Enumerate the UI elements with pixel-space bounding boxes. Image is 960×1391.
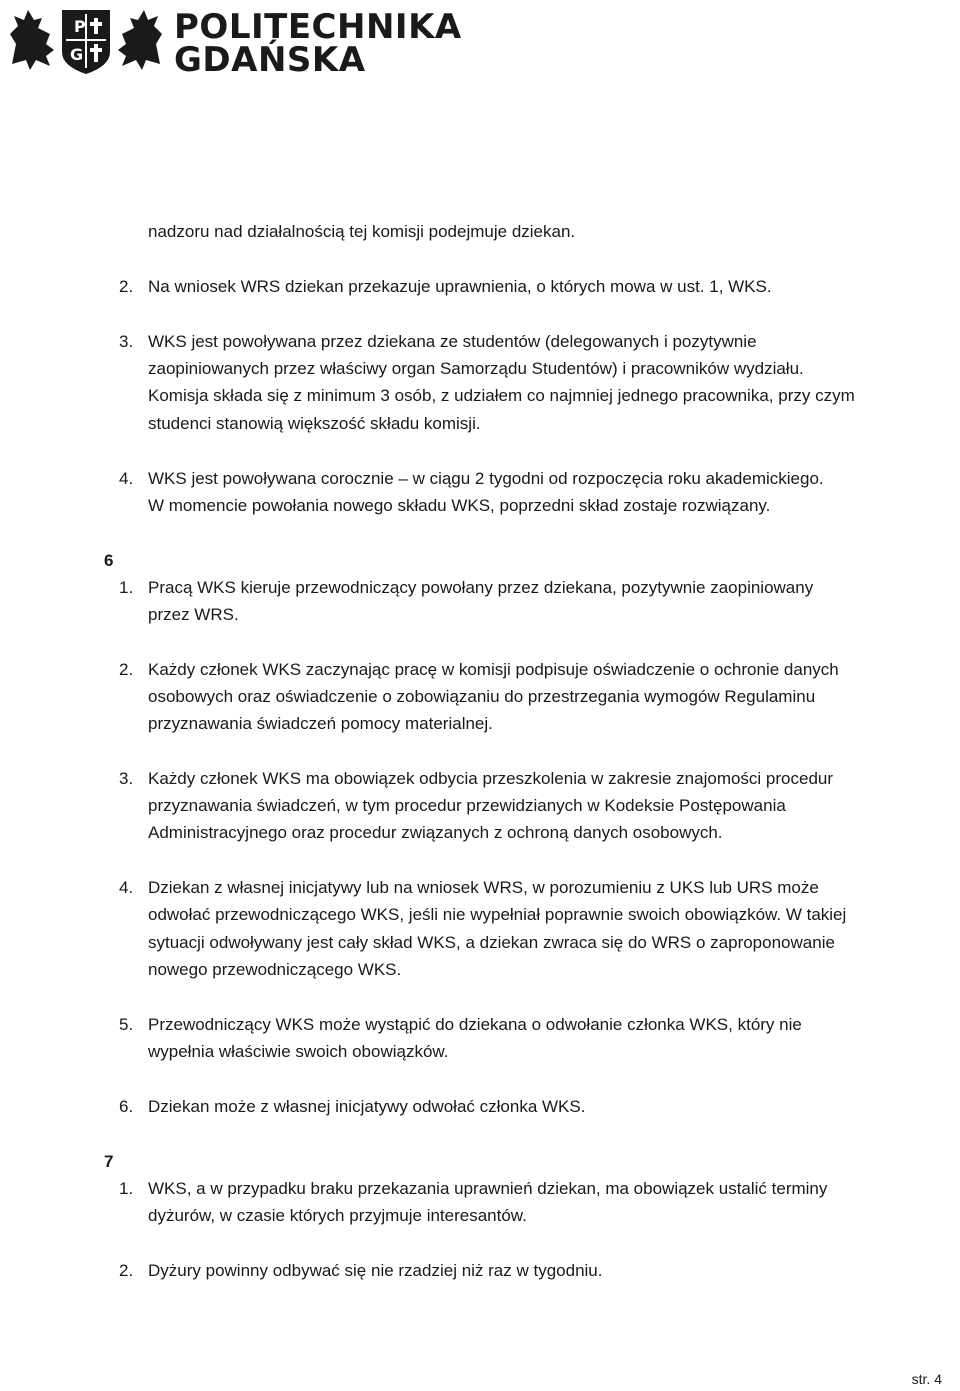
list-number: 5. xyxy=(119,1015,134,1034)
paragraph-line: Na wniosek WRS dziekan przekazuje uprawnienia, o których mowa w ust. 1, WKS. xyxy=(148,277,772,296)
paragraph-line: WKS, a w przypadku braku przekazania uprawnień dziekan, ma obowiązek ustalić terminy xyxy=(148,1179,828,1198)
list-number: 3. xyxy=(119,769,134,788)
university-logo xyxy=(6,4,462,80)
paragraph-line: przyznawania świadczeń, w tym procedur przewidzianych w Kodeksie Postępowania xyxy=(148,796,786,815)
logo-text-line2: GDAŃSKA xyxy=(174,40,366,80)
section-heading xyxy=(92,1152,113,1172)
list-number: 1. xyxy=(119,1179,134,1198)
paragraph-line: Komisja składa się z minimum 3 osób, z udziałem co najmniej jednego pracownika, przy czym xyxy=(148,386,855,405)
page-number: str. 4 xyxy=(911,1371,942,1387)
section-number: 6 xyxy=(104,551,114,570)
list-number: 6. xyxy=(119,1097,134,1116)
paragraph-line: Pracą WKS kieruje przewodniczący powołany przez dziekana, pozytywnie zaopiniowany xyxy=(148,578,814,597)
list-number: 2. xyxy=(119,660,134,679)
paragraph-line: zaopiniowanych przez właściwy organ Samorządu Studentów) i pracowników wydziału. xyxy=(148,359,804,378)
section-number: 7 xyxy=(104,1152,114,1171)
list-number: 2. xyxy=(119,277,134,296)
paragraph-line: przyznawania świadczeń pomocy materialnej. xyxy=(148,714,493,733)
paragraph-line: Każdy członek WKS ma obowiązek odbycia przeszkolenia w zakresie znajomości procedur xyxy=(148,769,834,788)
list-number: 1. xyxy=(119,578,134,597)
paragraph-line: nowego przewodniczącego WKS. xyxy=(148,960,402,979)
paragraph-line: Każdy członek WKS zaczynając pracę w komisji podpisuje oświadczenie o ochronie danych xyxy=(148,660,839,679)
list-number: 3. xyxy=(119,332,134,351)
logo-text-line1: POLITECHNIKA xyxy=(174,7,462,47)
paragraph-line: Przewodniczący WKS może wystąpić do dziekana o odwołanie członka WKS, który nie xyxy=(148,1015,802,1034)
paragraph-line: wypełnia właściwie swoich obowiązków. xyxy=(148,1042,449,1061)
paragraph-line: dyżurów, w czasie których przyjmuje interesantów. xyxy=(148,1206,527,1225)
paragraph-line: WKS jest powoływana corocznie – w ciągu 2 tygodni od rozpoczęcia roku akademickiego. xyxy=(148,469,824,488)
paragraph-line: osobowych oraz oświadczenie o zobowiązaniu do przestrzegania wymogów Regulaminu xyxy=(148,687,816,706)
paragraph-line: W momencie powołania nowego składu WKS, poprzedni skład zostaje rozwiązany. xyxy=(148,496,771,515)
paragraph-line: Dziekan może z własnej inicjatywy odwołać członka WKS. xyxy=(148,1097,586,1116)
paragraph-line: Dziekan z własnej inicjatywy lub na wniosek WRS, w porozumieniu z UKS lub URS może xyxy=(148,878,819,897)
seal-letter-g: G xyxy=(70,45,84,64)
paragraph-line: studenci stanowią większość składu komisji. xyxy=(148,414,481,433)
section-heading xyxy=(92,551,113,571)
list-number: 4. xyxy=(119,878,134,897)
paragraph-line: odwołać przewodniczącego WKS, jeśli nie wypełniał poprawnie swoich obowiązków. W takiej xyxy=(148,905,847,924)
paragraph-line: sytuacji odwoływany jest cały skład WKS, a dziekan zwraca się do WRS o zaproponowanie xyxy=(148,933,835,952)
list-number: 4. xyxy=(119,469,134,488)
paragraph-line: przez WRS. xyxy=(148,605,239,624)
paragraph-line: Administracyjnego oraz procedur związanych z ochroną danych osobowych. xyxy=(148,823,723,842)
paragraph-line: WKS jest powoływana przez dziekana ze studentów (delegowanych i pozytywnie xyxy=(148,332,757,351)
list-number: 2. xyxy=(119,1261,134,1280)
university-seal-icon xyxy=(6,4,166,76)
seal-letter-p: P xyxy=(74,17,86,36)
paragraph-line: nadzoru nad działalnością tej komisji podejmuje dziekan. xyxy=(148,222,576,241)
paragraph-line: Dyżury powinny odbywać się nie rzadziej niż raz w tygodniu. xyxy=(148,1261,603,1280)
